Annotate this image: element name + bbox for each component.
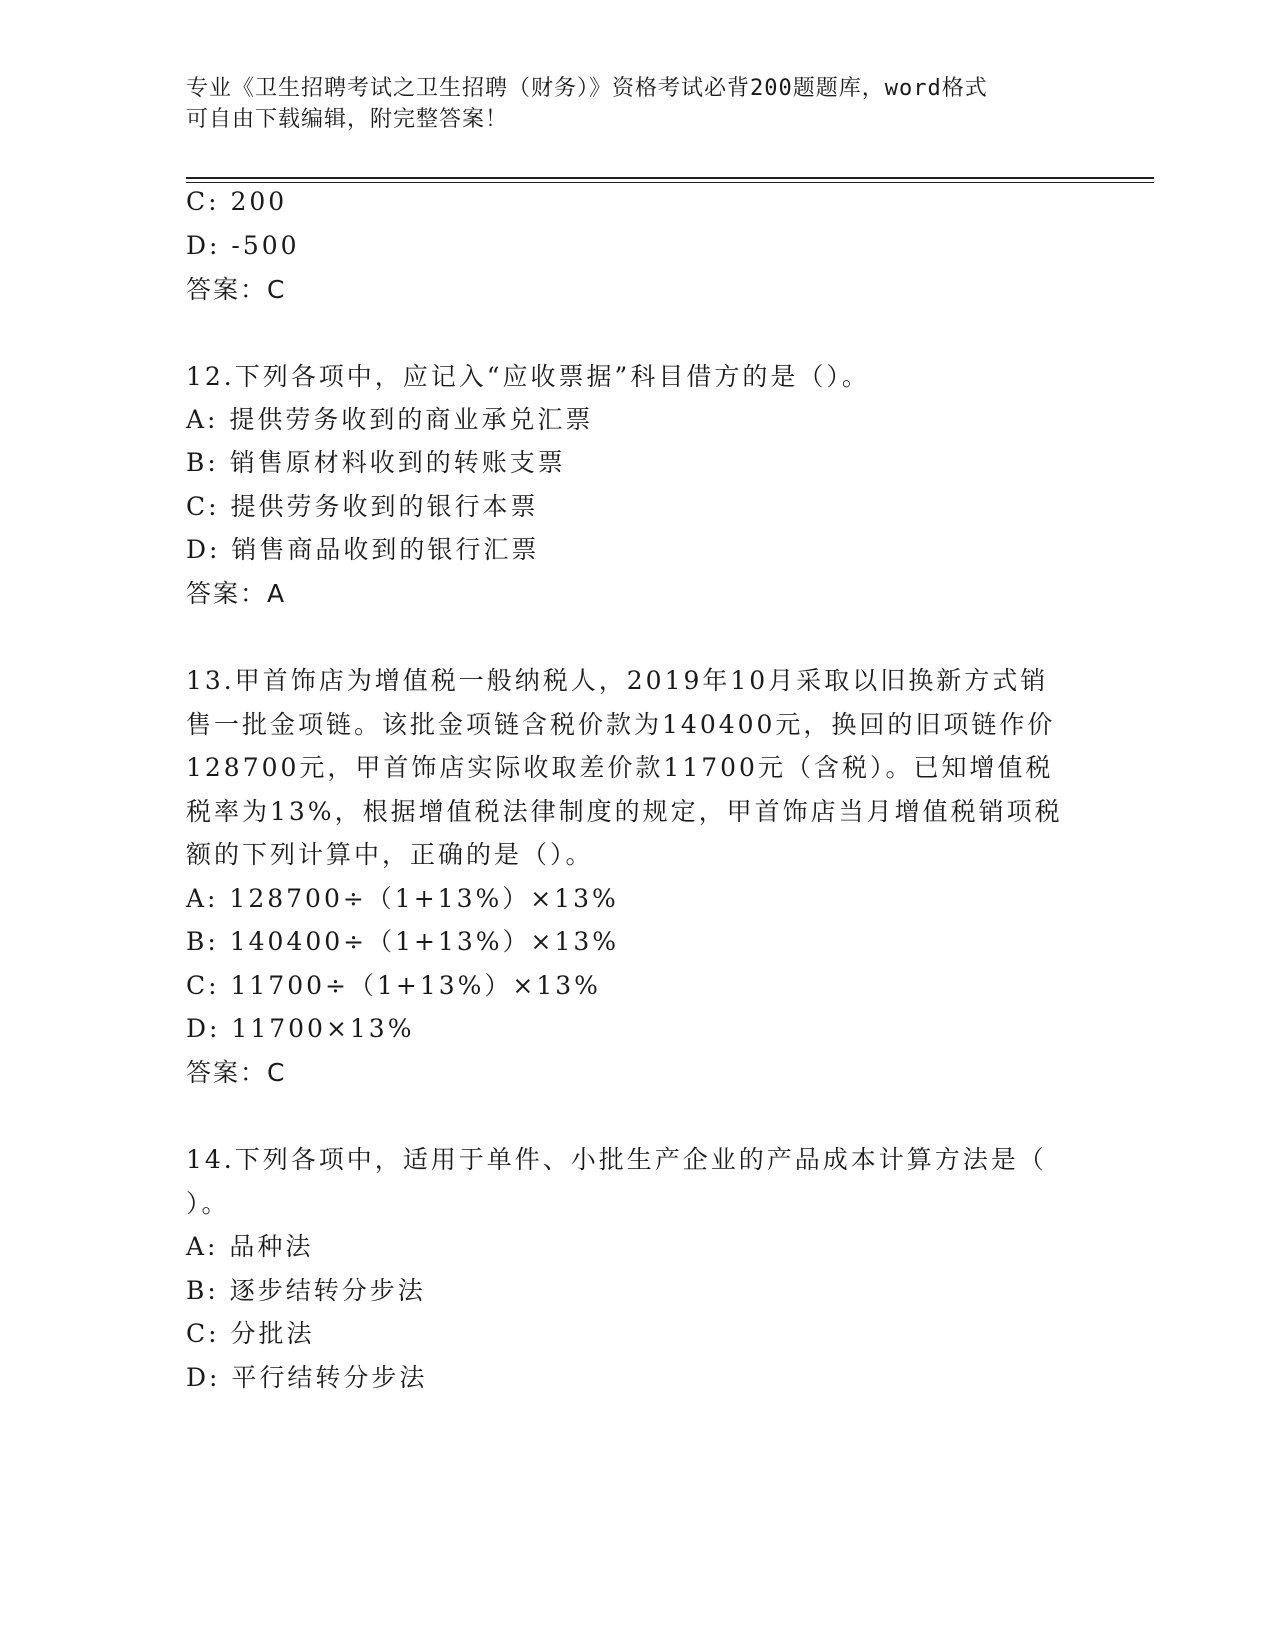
q12-option-b: B: 销售原材料收到的转账支票 <box>186 448 566 477</box>
q13-option-b: B: 140400÷（1+13%）×13% <box>186 927 620 956</box>
prev-answer: 答案：C <box>186 275 287 304</box>
q12-stem: 12.下列各项中，应记入“应收票据”科目借方的是（）。 <box>186 362 870 391</box>
q12-option-a: A: 提供劳务收到的商业承兑汇票 <box>186 405 594 434</box>
q13-stem-line-3: 128700元，甲首饰店实际收取差价款11700元（含税）。已知增值税 <box>186 753 1054 782</box>
q12-option-d: D: 销售商品收到的银行汇票 <box>186 535 540 564</box>
prev-option-c: C: 200 <box>186 187 288 216</box>
prev-option-d: D: -500 <box>186 231 300 260</box>
q12-answer: 答案：A <box>186 579 287 608</box>
q14-option-c: C: 分批法 <box>186 1319 315 1348</box>
q13-stem-line-1: 13.甲首饰店为增值税一般纳税人，2019年10月采取以旧换新方式销 <box>186 666 1049 695</box>
header-title-line-1: 专业《卫生招聘考试之卫生招聘（财务）》资格考试必背200题题库，word格式 <box>186 76 988 101</box>
header-divider-thick <box>186 177 1154 179</box>
q13-stem-line-2: 售一批金项链。该批金项链含税价款为140400元，换回的旧项链作价 <box>186 710 1056 739</box>
q14-option-a: A: 品种法 <box>186 1232 314 1261</box>
q12-option-c: C: 提供劳务收到的银行本票 <box>186 492 539 521</box>
q13-option-a: A: 128700÷（1+13%）×13% <box>186 884 619 913</box>
header-title-line-2: 可自由下载编辑，附完整答案！ <box>186 107 509 132</box>
q14-stem-line-1: 14.下列各项中，适用于单件、小批生产企业的产品成本计算方法是（ <box>186 1145 1047 1174</box>
document-header <box>186 73 1066 135</box>
q13-answer: 答案：C <box>186 1058 287 1087</box>
q14-option-b: B: 逐步结转分步法 <box>186 1276 426 1305</box>
q14-option-d: D: 平行结转分步法 <box>186 1363 428 1392</box>
q13-stem-line-5: 额的下列计算中，正确的是（）。 <box>186 840 594 869</box>
header-divider-thin <box>186 182 1154 183</box>
q14-stem-line-2: ）。 <box>186 1189 230 1218</box>
q13-stem-line-4: 税率为13%，根据增值税法律制度的规定，甲首饰店当月增值税销项税 <box>186 797 1063 826</box>
q13-option-d: D: 11700×13% <box>186 1014 415 1043</box>
q13-option-c: C: 11700÷（1+13%）×13% <box>186 971 601 1000</box>
